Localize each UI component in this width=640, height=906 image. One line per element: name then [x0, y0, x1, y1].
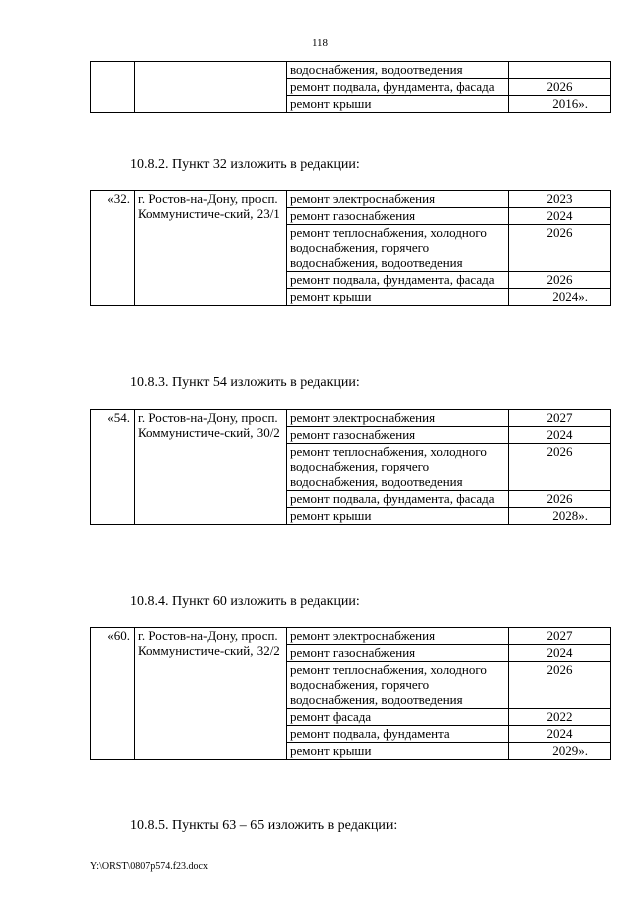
- page-number: 118: [311, 37, 329, 49]
- work-type-cell: ремонт электроснабжения: [287, 628, 509, 645]
- year-cell: 2024».: [509, 289, 611, 306]
- table-row: [91, 191, 611, 208]
- section-heading: 10.8.2. Пункт 32 изложить в редакции:: [130, 157, 360, 172]
- address-cell: [135, 62, 287, 113]
- work-type-cell: ремонт теплоснабжения, холодного водоснабжения, горячего водоснабжения, водоотведения: [287, 662, 509, 709]
- work-type-cell: ремонт электроснабжения: [287, 410, 509, 427]
- work-type-cell: ремонт подвала, фундамента, фасада: [287, 272, 509, 289]
- section-heading: 10.8.4. Пункт 60 изложить в редакции:: [130, 594, 360, 609]
- year-cell: 2027: [509, 410, 611, 427]
- work-type-cell: ремонт электроснабжения: [287, 191, 509, 208]
- year-cell: 2026: [509, 491, 611, 508]
- year-cell: 2024: [509, 645, 611, 662]
- table-row: [91, 62, 611, 79]
- table-row: [91, 628, 611, 645]
- address-cell: г. Ростов-на-Дону, просп. Коммунистиче-ский, 32/2: [135, 628, 287, 760]
- year-cell: 2022: [509, 709, 611, 726]
- work-type-cell: ремонт фасада: [287, 709, 509, 726]
- item-number-cell: «60.: [91, 628, 135, 760]
- year-cell: 2016».: [509, 96, 611, 113]
- item-number-cell: «32.: [91, 191, 135, 306]
- table-row: [91, 410, 611, 427]
- address-cell: г. Ростов-на-Дону, просп. Коммунистиче-ский, 30/2: [135, 410, 287, 525]
- work-type-cell: ремонт теплоснабжения, холодного водоснабжения, горячего водоснабжения, водоотведения: [287, 225, 509, 272]
- work-type-cell: ремонт крыши: [287, 289, 509, 306]
- work-type-cell: ремонт теплоснабжения, холодного водоснабжения, горячего водоснабжения, водоотведения: [287, 444, 509, 491]
- year-cell: 2029».: [509, 743, 611, 760]
- year-cell: 2026: [509, 272, 611, 289]
- year-cell: 2024: [509, 427, 611, 444]
- work-type-cell: ремонт газоснабжения: [287, 645, 509, 662]
- year-cell: 2024: [509, 726, 611, 743]
- year-cell: 2026: [509, 225, 611, 272]
- year-cell: 2023: [509, 191, 611, 208]
- work-type-cell: ремонт крыши: [287, 96, 509, 113]
- table-continuation: [90, 61, 611, 113]
- year-cell: 2026: [509, 444, 611, 491]
- work-type-cell: ремонт подвала, фундамента, фасада: [287, 79, 509, 96]
- item-number-cell: [91, 62, 135, 113]
- year-cell: 2027: [509, 628, 611, 645]
- work-type-cell: водоснабжения, водоотведения: [287, 62, 509, 79]
- work-type-cell: ремонт подвала, фундамента: [287, 726, 509, 743]
- table-item-32: [90, 190, 611, 306]
- table-item-60: [90, 627, 611, 760]
- table-item-54: [90, 409, 611, 525]
- work-type-cell: ремонт подвала, фундамента, фасада: [287, 491, 509, 508]
- work-type-cell: ремонт газоснабжения: [287, 208, 509, 225]
- year-cell: 2026: [509, 662, 611, 709]
- year-cell: 2024: [509, 208, 611, 225]
- work-type-cell: ремонт газоснабжения: [287, 427, 509, 444]
- year-cell: 2026: [509, 79, 611, 96]
- work-type-cell: ремонт крыши: [287, 743, 509, 760]
- year-cell: 2028».: [509, 508, 611, 525]
- item-number-cell: «54.: [91, 410, 135, 525]
- year-cell: [509, 62, 611, 79]
- section-heading: 10.8.5. Пункты 63 – 65 изложить в редакции:: [130, 818, 398, 833]
- section-heading: 10.8.3. Пункт 54 изложить в редакции:: [130, 375, 360, 390]
- footer-file-path: Y:\ORST\0807p574.f23.docx: [90, 861, 208, 872]
- work-type-cell: ремонт крыши: [287, 508, 509, 525]
- address-cell: г. Ростов-на-Дону, просп. Коммунистиче-ский, 23/1: [135, 191, 287, 306]
